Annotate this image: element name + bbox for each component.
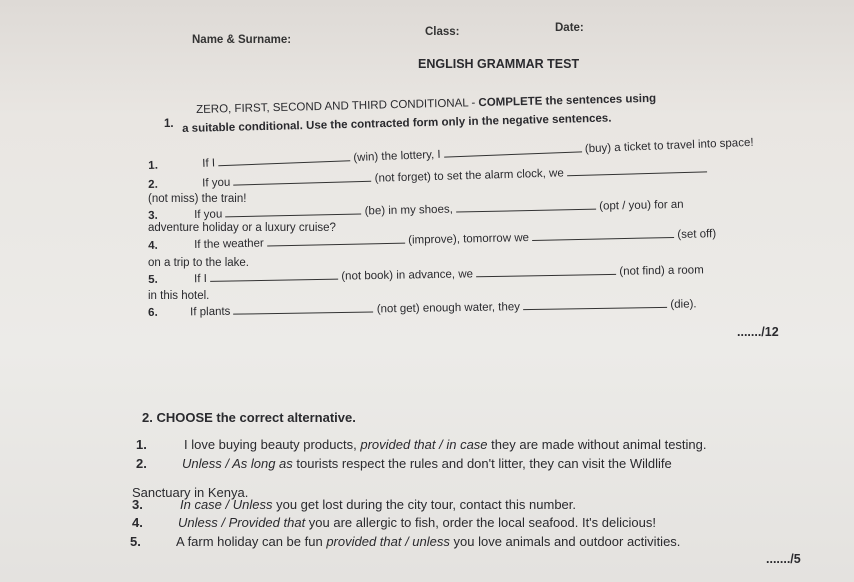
- s2-item-1-pre: I love buying beauty products,: [184, 437, 361, 452]
- s2-item-1-post: they are made without animal testing.: [487, 437, 707, 452]
- s1-item-6-blank-1[interactable]: [233, 301, 373, 314]
- s1-item-3-blank-2[interactable]: [456, 199, 596, 213]
- name-surname-label: Name & Surname:: [192, 34, 292, 46]
- s1-item-2-part-a: If you: [202, 176, 231, 190]
- s2-item-3-options: In case / Unless: [180, 497, 273, 512]
- s1-item-3-continuation: adventure holiday or a luxury cruise?: [148, 222, 336, 234]
- s1-item-3-number: 3.: [148, 209, 158, 222]
- s2-item-5: [130, 534, 680, 549]
- s2-item-2-post: tourists respect the rules and don't litter, they can visit the Wildlife: [292, 456, 672, 471]
- s2-item-2-options: Unless / As long as: [182, 456, 293, 471]
- s2-item-3-number: 3.: [132, 497, 143, 512]
- s1-item-3-blank-1[interactable]: [225, 204, 361, 218]
- s1-item-4-part-a: If the weather: [194, 237, 264, 252]
- s2-item-5-pre: A farm holiday can be fun: [176, 534, 327, 549]
- s1-item-4-blank-1[interactable]: [267, 233, 405, 247]
- s1-item-3-part-c: (opt / you) for an: [599, 198, 684, 213]
- s1-item-2-number: 2.: [148, 178, 158, 191]
- s1-item-5-part-c: (not find) a room: [619, 264, 704, 278]
- s1-item-6-part-a: If plants: [190, 305, 231, 319]
- s1-item-4-blank-2[interactable]: [532, 227, 674, 241]
- s1-item-5-blank-1[interactable]: [210, 269, 338, 282]
- s1-item-1-part-a: If I: [202, 157, 216, 170]
- s1-item-4-continuation: on a trip to the lake.: [148, 257, 250, 269]
- s1-item-6-part-c: (die).: [670, 298, 697, 311]
- section1-complete-instruction: COMPLETE the sentences using: [478, 92, 657, 110]
- s1-item-5-continuation: in this hotel.: [148, 290, 210, 302]
- s2-item-4-number: 4.: [132, 515, 143, 530]
- s1-item-5-blank-2[interactable]: [476, 264, 616, 277]
- s1-item-5-part-a: If I: [194, 272, 208, 286]
- s1-item-1-blank-2[interactable]: [444, 141, 582, 157]
- s1-item-1-number: 1.: [148, 159, 159, 172]
- s2-item-1-number: 1.: [136, 437, 147, 452]
- s2-item-2-continuation: Sanctuary in Kenya.: [132, 485, 249, 500]
- s2-item-3-post: you get lost during the city tour, contact this number.: [272, 497, 577, 512]
- s1-item-6-blank-2[interactable]: [523, 297, 667, 310]
- s2-item-5-number: 5.: [130, 534, 141, 549]
- s1-item-1-part-b: (win) the lottery, I: [353, 148, 441, 165]
- class-label: Class:: [425, 26, 460, 38]
- s1-item-2-continuation: (not miss) the train!: [148, 193, 247, 205]
- s1-item-1-blank-1[interactable]: [218, 150, 350, 166]
- s1-item-1-part-c: (buy) a ticket to travel into space!: [584, 136, 754, 156]
- s1-item-3-part-a: If you: [194, 208, 223, 222]
- s2-item-3: [132, 497, 576, 512]
- section1-instruction-line2: a suitable conditional. Use the contracted form only in the negative sentences.: [182, 112, 612, 135]
- section2-title: 2. CHOOSE the correct alternative.: [142, 410, 356, 425]
- s2-item-1: [136, 437, 707, 452]
- s1-item-2-blank-1[interactable]: [233, 171, 371, 186]
- section2-score: ......./5: [766, 552, 801, 566]
- test-title: ENGLISH GRAMMAR TEST: [418, 57, 580, 71]
- section1-score: ......./12: [737, 325, 779, 339]
- s1-item-2-part-b: (not forget) to set the alarm clock, we: [374, 167, 564, 185]
- s1-item-6: [148, 296, 697, 319]
- s2-item-4: [132, 515, 656, 530]
- s1-item-5-number: 5.: [148, 273, 158, 286]
- section1-heading: ZERO, FIRST, SECOND AND THIRD CONDITIONAL -: [196, 97, 479, 116]
- s1-item-4-number: 4.: [148, 239, 158, 252]
- s2-item-1-options: provided that / in case: [360, 437, 488, 452]
- s2-item-5-options: provided that / unless: [326, 534, 450, 549]
- s1-item-6-number: 6.: [148, 306, 158, 319]
- section1-number: 1.: [164, 118, 174, 130]
- s2-item-2-number: 2.: [136, 456, 147, 471]
- s2-item-2: [136, 456, 672, 471]
- s2-item-5-post: you love animals and outdoor activities.: [449, 534, 681, 549]
- s1-item-4-part-b: (improve), tomorrow we: [408, 232, 530, 247]
- s1-item-2-blank-2[interactable]: [567, 161, 707, 176]
- s1-item-6-part-b: (not get) enough water, they: [376, 301, 521, 316]
- s2-item-4-options: Unless / Provided that: [178, 515, 306, 530]
- s1-item-4-part-c: (set off): [677, 228, 717, 241]
- date-label: Date:: [555, 22, 584, 34]
- s1-item-3-part-b: (be) in my shoes,: [364, 203, 453, 218]
- s1-item-5-part-b: (not book) in advance, we: [341, 268, 474, 283]
- s2-item-4-post: you are allergic to fish, order the local seafood. It's delicious!: [305, 515, 656, 530]
